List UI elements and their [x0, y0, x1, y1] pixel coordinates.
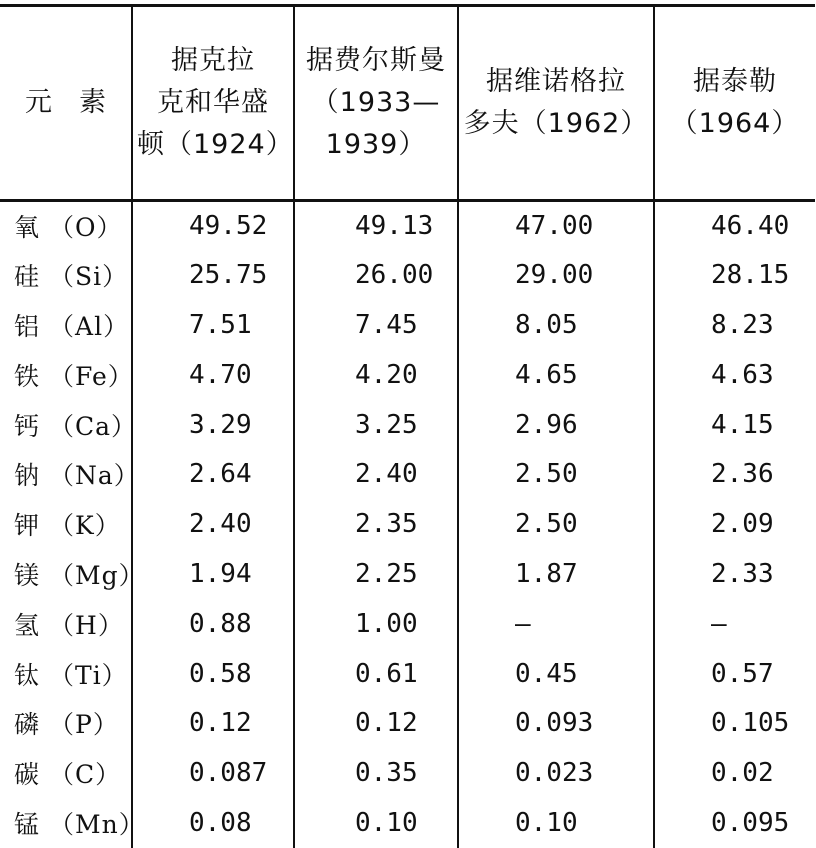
table-row: [0, 201, 815, 251]
value-cell: 2.50: [458, 449, 654, 499]
element-cell: [0, 300, 132, 350]
value-cell: 0.105: [654, 698, 815, 748]
table-row: [0, 649, 815, 699]
element-symbol: （O）: [49, 213, 123, 243]
element-symbol: （Si）: [49, 262, 129, 292]
element-symbol: （Al）: [49, 311, 130, 341]
value-cell: 7.51: [132, 300, 294, 350]
header-taylor: 据泰勒 （1964）: [654, 6, 815, 201]
value-cell: 4.70: [132, 350, 294, 400]
element-cell: [0, 499, 132, 549]
value-cell: —: [654, 599, 815, 649]
element-cell: [0, 698, 132, 748]
value-cell: 3.25: [294, 400, 458, 450]
element-abundance-table: [0, 4, 815, 848]
element-name: 铁: [14, 361, 40, 391]
value-cell: 2.50: [458, 499, 654, 549]
element-name: 钛: [14, 660, 40, 690]
element-cell: [0, 549, 145, 599]
element-symbol: （H）: [49, 610, 124, 640]
header-row: [0, 6, 815, 201]
value-cell: 0.10: [294, 798, 458, 848]
value-cell: 7.45: [294, 300, 458, 350]
header-clarke-washington: 据克拉 克和华盛 顿（1924）: [132, 6, 294, 201]
element-name: 碳: [14, 760, 40, 790]
element-cell: [0, 649, 132, 699]
element-cell: [0, 599, 132, 649]
value-cell: 2.64: [132, 449, 294, 499]
element-name: 磷: [14, 710, 40, 740]
element-cell: [0, 748, 132, 798]
table-row: [0, 499, 815, 549]
value-cell: 2.96: [458, 400, 654, 450]
value-cell: 49.13: [294, 201, 458, 251]
table-row: [0, 400, 815, 450]
value-cell: 4.63: [654, 350, 815, 400]
value-cell: 2.40: [294, 449, 458, 499]
element-name: 钾: [14, 511, 40, 541]
value-cell: 2.25: [294, 549, 458, 599]
value-cell: 0.58: [132, 649, 294, 699]
value-cell: 0.087: [132, 748, 294, 798]
element-name: 镁: [14, 560, 40, 590]
value-cell: 0.093: [458, 698, 654, 748]
element-symbol: （K）: [49, 511, 121, 541]
value-cell: 0.12: [132, 698, 294, 748]
element-symbol: （Mg）: [49, 560, 145, 590]
value-cell: 2.40: [132, 499, 294, 549]
element-name: 氧: [14, 213, 40, 243]
value-cell: 3.29: [132, 400, 294, 450]
value-cell: 0.023: [458, 748, 654, 798]
table-body: [0, 201, 815, 848]
value-cell: 0.57: [654, 649, 815, 699]
element-cell: [0, 350, 132, 400]
value-cell: 0.35: [294, 748, 458, 798]
value-cell: 0.10: [458, 798, 654, 848]
element-symbol: （Ca）: [49, 411, 138, 441]
value-cell: 4.15: [654, 400, 815, 450]
value-cell: 47.00: [458, 201, 654, 251]
value-cell: 2.33: [654, 549, 815, 599]
value-cell: 4.20: [294, 350, 458, 400]
value-cell: 49.52: [132, 201, 294, 251]
value-cell: 1.00: [294, 599, 458, 649]
table-row: [0, 599, 815, 649]
value-cell: 4.65: [458, 350, 654, 400]
value-cell: 28.15: [654, 250, 815, 300]
value-cell: 0.02: [654, 748, 815, 798]
header-element: 元 素: [0, 6, 132, 201]
element-cell: [0, 400, 138, 450]
value-cell: 0.88: [132, 599, 294, 649]
element-name: 铝: [14, 311, 40, 341]
element-symbol: （Ti）: [49, 660, 128, 690]
value-cell: 1.87: [458, 549, 654, 599]
table-row: [0, 449, 815, 499]
element-name: 钠: [14, 461, 40, 491]
element-symbol: （Fe）: [49, 361, 134, 391]
element-symbol: （C）: [49, 760, 122, 790]
table-row: [0, 350, 815, 400]
value-cell: 8.23: [654, 300, 815, 350]
value-cell: 2.35: [294, 499, 458, 549]
element-name: 硅: [14, 262, 40, 292]
element-symbol: （Mn）: [49, 809, 145, 839]
value-cell: 0.095: [654, 798, 815, 848]
value-cell: —: [458, 599, 654, 649]
table-row: [0, 300, 815, 350]
header-vinogradov: 据维诺格拉 多夫（1962）: [458, 6, 654, 201]
element-cell: [0, 798, 145, 848]
table-row: [0, 250, 815, 300]
value-cell: 2.36: [654, 449, 815, 499]
element-name: 锰: [14, 809, 40, 839]
element-cell: [0, 250, 132, 300]
value-cell: 0.08: [132, 798, 294, 848]
value-cell: 29.00: [458, 250, 654, 300]
value-cell: 0.12: [294, 698, 458, 748]
element-name: 氢: [14, 610, 40, 640]
value-cell: 46.40: [654, 201, 815, 251]
value-cell: 2.09: [654, 499, 815, 549]
value-cell: 26.00: [294, 250, 458, 300]
table-row: [0, 698, 815, 748]
table-row: [0, 549, 815, 599]
element-cell: [0, 201, 132, 251]
table-row: [0, 798, 815, 848]
element-name: 钙: [14, 411, 40, 441]
element-cell: [0, 449, 140, 499]
value-cell: 0.61: [294, 649, 458, 699]
value-cell: 25.75: [132, 250, 294, 300]
table-row: [0, 748, 815, 798]
value-cell: 0.45: [458, 649, 654, 699]
element-symbol: （P）: [49, 710, 119, 740]
element-symbol: （Na）: [49, 461, 140, 491]
header-fersman: 据费尔斯曼 （1933— 1939）: [294, 6, 458, 201]
value-cell: 1.94: [132, 549, 294, 599]
value-cell: 8.05: [458, 300, 654, 350]
